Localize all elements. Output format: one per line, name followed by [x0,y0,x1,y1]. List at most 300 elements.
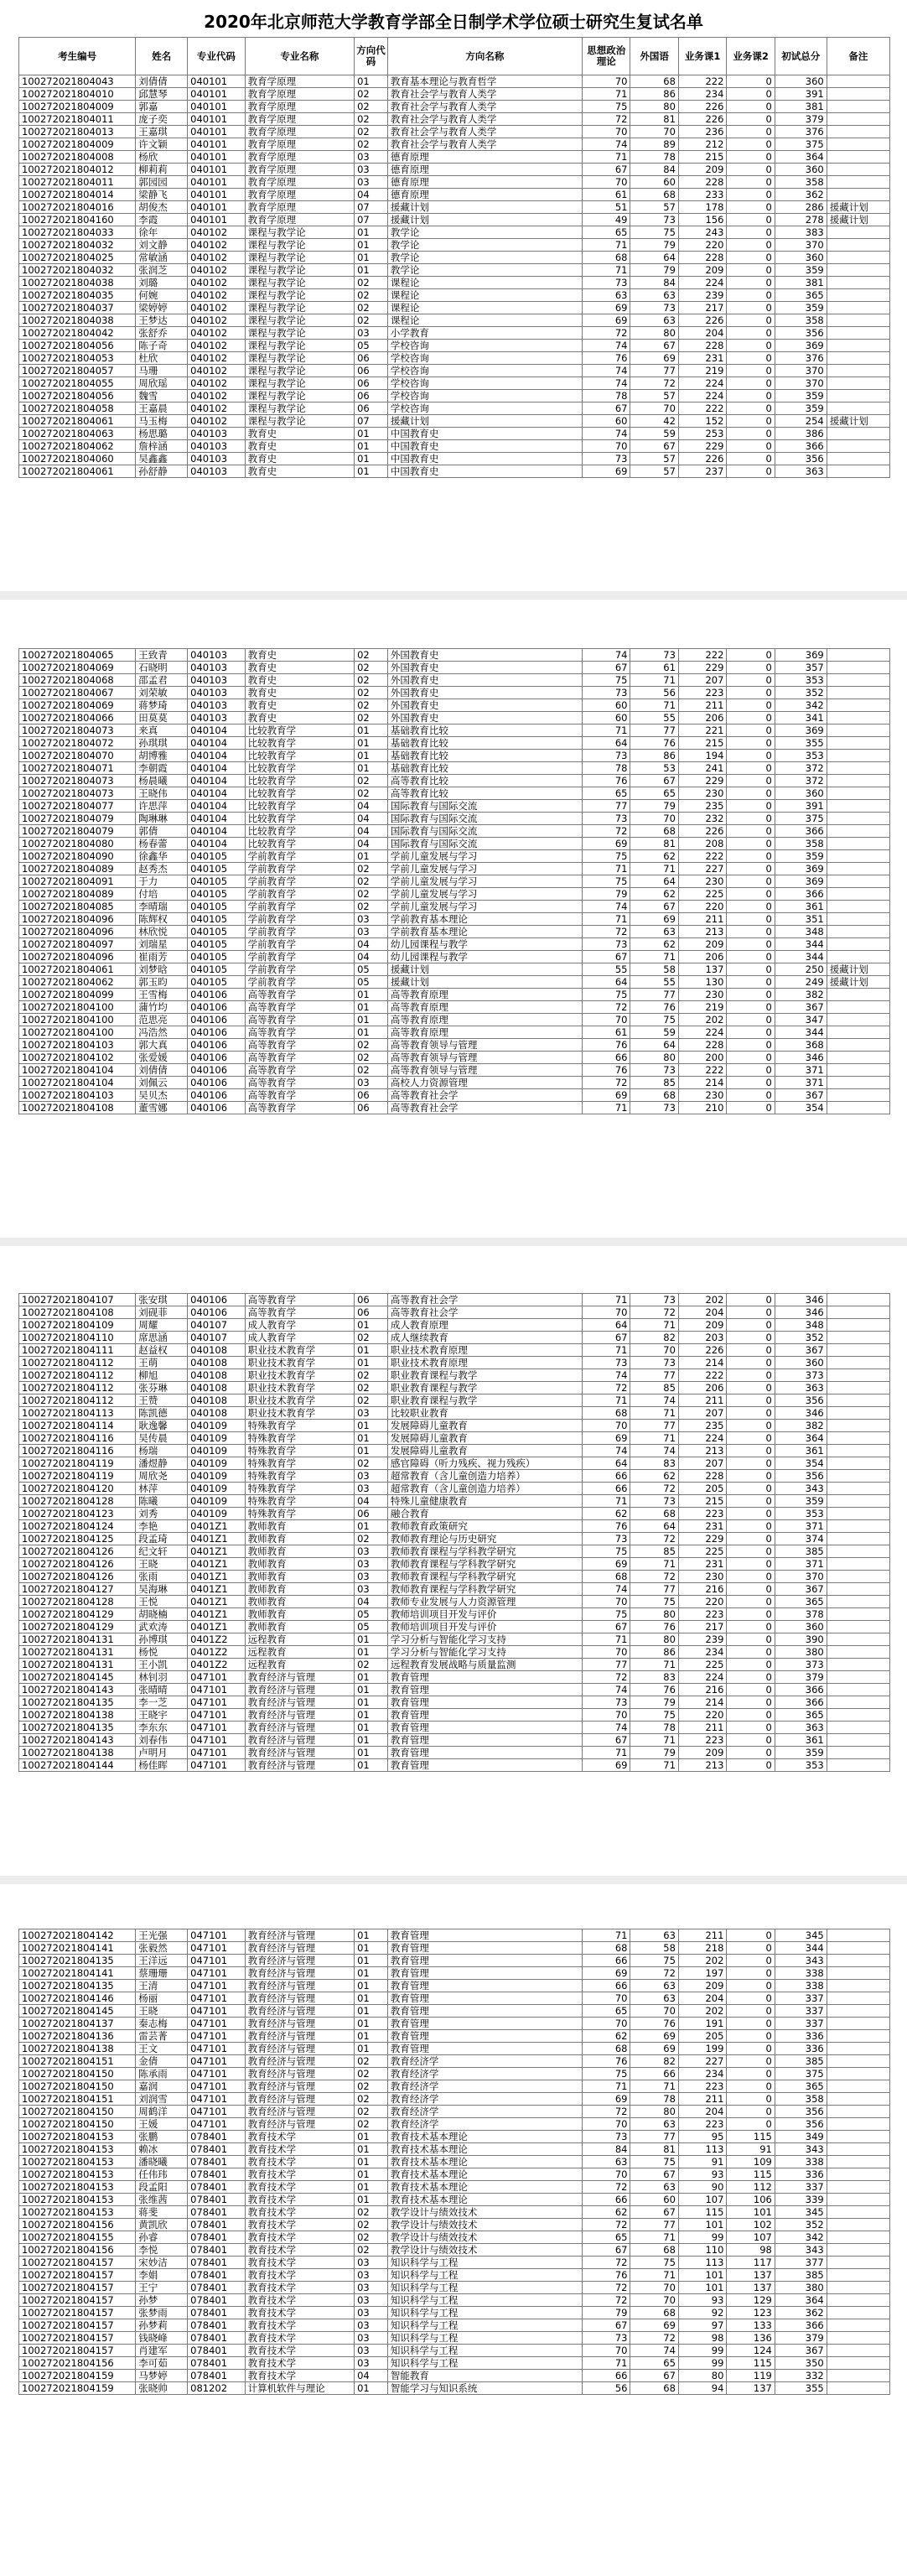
foreign-language-score-cell: 57 [630,465,678,478]
direction-code-cell: 02 [355,1457,388,1470]
name-cell: 王萌 [136,1357,188,1369]
name-cell: 陈承雨 [136,2068,188,2080]
table-row [19,189,890,201]
foreign-language-score-cell: 71 [630,674,678,687]
major-name-cell: 教师教育 [245,1558,354,1571]
candidate-id-cell: 100272021804127 [19,1583,136,1596]
major-code-cell: 047101 [188,1734,246,1747]
subject1-score-cell: 93 [678,2294,726,2307]
direction-name-cell: 学校咨询 [387,377,582,390]
direction-name-cell: 知识科学与工程 [387,2307,582,2319]
major-name-cell: 教育史 [245,465,354,478]
subject1-score-cell: 219 [678,365,726,377]
candidate-id-cell: 100272021804153 [19,2143,136,2156]
subject1-score-cell: 209 [678,1747,726,1759]
direction-code-cell: 03 [355,1077,388,1089]
subject1-score-cell: 216 [678,1684,726,1696]
direction-code-cell: 06 [355,402,388,415]
direction-name-cell: 知识科学与工程 [387,2294,582,2307]
major-name-cell: 职业技术教育学 [245,1357,354,1369]
subject1-score-cell: 231 [678,1520,726,1533]
total-score-cell: 354 [775,1102,827,1114]
direction-code-cell: 01 [355,1445,388,1457]
foreign-language-score-cell: 64 [630,1039,678,1052]
direction-name-cell: 高等教育比较 [387,775,582,787]
subject2-score-cell: 0 [727,440,775,453]
subject2-score-cell: 0 [727,813,775,825]
subject2-score-cell: 0 [727,687,775,699]
table-row [19,1432,890,1445]
major-name-cell: 职业技术教育学 [245,1382,354,1394]
major-name-cell: 教育技术学 [245,2282,354,2294]
major-code-cell: 040101 [188,214,246,226]
subject2-score-cell: 0 [727,2106,775,2118]
name-cell: 张维茜 [136,2194,188,2206]
direction-code-cell: 03 [355,2332,388,2345]
subject1-score-cell: 214 [678,1357,726,1369]
direction-code-cell: 01 [355,1955,388,1967]
major-code-cell: 078401 [188,2357,246,2370]
total-score-cell: 371 [775,1558,827,1571]
table-row [19,2282,890,2294]
table-row [19,2294,890,2307]
major-code-cell: 0401Z1 [188,1520,246,1533]
table-row [19,1942,890,1955]
total-score-cell: 362 [775,2307,827,2319]
direction-name-cell: 德育原理 [387,151,582,164]
remark-cell [827,1608,889,1621]
politics-score-cell: 69 [582,1089,630,1102]
name-cell: 刘秀 [136,1508,188,1520]
column-header-total-score: 初试总分 [775,38,827,75]
major-name-cell: 教育史 [245,699,354,712]
subject1-score-cell: 230 [678,989,726,1001]
table-row [19,1571,890,1583]
candidate-id-cell: 100272021804104 [19,1064,136,1077]
subject1-score-cell: 224 [678,390,726,402]
table-row [19,1420,890,1432]
major-name-cell: 比较教育学 [245,825,354,838]
major-code-cell: 040107 [188,1319,246,1332]
major-code-cell: 078401 [188,2231,246,2244]
candidate-id-cell: 100272021804016 [19,201,136,214]
major-code-cell: 078401 [188,2370,246,2382]
subject2-score-cell: 0 [727,1432,775,1445]
subject2-score-cell: 0 [727,762,775,775]
major-name-cell: 教育经济与管理 [245,2005,354,2018]
candidate-id-cell: 100272021804128 [19,1596,136,1608]
politics-score-cell: 73 [582,687,630,699]
direction-code-cell: 02 [355,674,388,687]
major-name-cell: 教育经济与管理 [245,1696,354,1709]
direction-name-cell: 小学教育 [387,327,582,340]
subject2-score-cell: 0 [727,1470,775,1483]
table-row [19,302,890,314]
remark-cell [827,75,889,88]
candidate-id-cell: 100272021804116 [19,1445,136,1457]
subject2-score-cell: 91 [727,2143,775,2156]
candidate-id-cell: 100272021804112 [19,1382,136,1394]
foreign-language-score-cell: 77 [630,1369,678,1382]
name-cell: 魏雪 [136,390,188,402]
subject2-score-cell: 0 [727,1344,775,1357]
politics-score-cell: 71 [582,2357,630,2370]
direction-name-cell: 教育基本理论与教育哲学 [387,75,582,88]
foreign-language-score-cell: 76 [630,1001,678,1014]
direction-name-cell: 教育管理 [387,1992,582,2005]
name-cell: 付培 [136,888,188,901]
table-row [19,2030,890,2043]
major-code-cell: 040104 [188,787,246,800]
direction-name-cell: 外国教育史 [387,687,582,699]
direction-code-cell: 01 [355,2194,388,2206]
major-code-cell: 040106 [188,1052,246,1064]
name-cell: 席思涵 [136,1332,188,1344]
table-row [19,2219,890,2231]
name-cell: 杨春蕾 [136,838,188,850]
name-cell: 钱晓峰 [136,2332,188,2345]
name-cell: 王晓 [136,2005,188,2018]
major-name-cell: 课程与教学论 [245,314,354,327]
table-row [19,2118,890,2131]
subject1-score-cell: 222 [678,649,726,662]
subject2-score-cell: 0 [727,1709,775,1722]
total-score-cell: 364 [775,2294,827,2307]
major-code-cell: 040103 [188,699,246,712]
major-name-cell: 教师教育 [245,1583,354,1596]
subject1-score-cell: 229 [678,662,726,674]
table-row [19,1759,890,1772]
major-code-cell: 078401 [188,2307,246,2319]
subject2-score-cell: 101 [727,2206,775,2219]
subject1-score-cell: 223 [678,2080,726,2093]
major-name-cell: 教育技术学 [245,2294,354,2307]
major-name-cell: 教育技术学 [245,2156,354,2168]
remark-cell [827,2068,889,2080]
major-code-cell: 040103 [188,662,246,674]
direction-name-cell: 高等教育领导与管理 [387,1064,582,1077]
major-name-cell: 职业技术教育学 [245,1344,354,1357]
subject1-score-cell: 206 [678,712,726,724]
major-code-cell: 040101 [188,164,246,176]
direction-code-cell: 01 [355,2131,388,2143]
candidate-id-cell: 100272021804091 [19,875,136,888]
remark-cell [827,1102,889,1114]
total-score-cell: 254 [775,415,827,428]
direction-code-cell: 02 [355,2206,388,2219]
name-cell: 王洋远 [136,1955,188,1967]
table-row [19,1470,890,1483]
name-cell: 王小凯 [136,1659,188,1671]
subject1-score-cell: 194 [678,750,726,762]
politics-score-cell: 73 [582,277,630,289]
total-score-cell: 356 [775,1470,827,1483]
name-cell: 冯浩然 [136,1026,188,1039]
total-score-cell: 359 [775,302,827,314]
total-score-cell: 356 [775,327,827,340]
major-code-cell: 078401 [188,2244,246,2257]
subject2-score-cell: 0 [727,138,775,151]
foreign-language-score-cell: 53 [630,762,678,775]
direction-code-cell: 06 [355,377,388,390]
major-name-cell: 教育学原理 [245,214,354,226]
name-cell: 崔雨芳 [136,951,188,963]
total-score-cell: 360 [775,75,827,88]
major-code-cell: 047101 [188,2005,246,2018]
remark-cell [827,252,889,264]
remark-cell [827,1633,889,1646]
subject2-score-cell: 98 [727,2244,775,2257]
candidate-id-cell: 100272021804080 [19,838,136,850]
foreign-language-score-cell: 71 [630,1319,678,1332]
total-score-cell: 250 [775,963,827,976]
name-cell: 刘佩云 [136,1077,188,1089]
major-name-cell: 高等教育学 [245,1052,354,1064]
subject2-score-cell: 0 [727,1445,775,1457]
foreign-language-score-cell: 71 [630,951,678,963]
major-name-cell: 课程与教学论 [245,289,354,302]
total-score-cell: 365 [775,1596,827,1608]
direction-code-cell: 01 [355,226,388,239]
politics-score-cell: 68 [582,252,630,264]
direction-name-cell: 超常教育（含儿童创造力培养） [387,1470,582,1483]
foreign-language-score-cell: 63 [630,926,678,938]
direction-code-cell: 01 [355,1722,388,1734]
name-cell: 段孟琦 [136,1533,188,1545]
subject1-score-cell: 206 [678,1382,726,1394]
candidate-id-cell: 100272021804138 [19,2043,136,2055]
remark-cell [827,1052,889,1064]
subject2-score-cell: 0 [727,277,775,289]
politics-score-cell: 64 [582,737,630,750]
major-name-cell: 教育技术学 [245,2319,354,2332]
major-name-cell: 远程教育 [245,1659,354,1671]
direction-name-cell: 外国教育史 [387,674,582,687]
name-cell: 王媛 [136,2118,188,2131]
major-name-cell: 教育学原理 [245,138,354,151]
table-row [19,2269,890,2282]
subject2-score-cell: 0 [727,176,775,189]
direction-code-cell: 01 [355,2005,388,2018]
remark-cell [827,1306,889,1319]
politics-score-cell: 67 [582,402,630,415]
table-row [19,1052,890,1064]
direction-code-cell: 01 [355,2018,388,2030]
direction-code-cell: 06 [355,1102,388,1114]
table-row [19,1382,890,1394]
major-code-cell: 040102 [188,352,246,365]
subject1-score-cell: 253 [678,428,726,440]
total-score-cell: 366 [775,1684,827,1696]
direction-name-cell: 发展障碍儿童教育 [387,1420,582,1432]
remark-cell: 援藏计划 [827,415,889,428]
remark-cell [827,1684,889,1696]
total-score-cell: 353 [775,1508,827,1520]
subject1-score-cell: 223 [678,1734,726,1747]
subject1-score-cell: 236 [678,126,726,138]
candidate-id-cell: 100272021804014 [19,189,136,201]
major-name-cell: 课程与教学论 [245,365,354,377]
candidate-id-cell: 100272021804079 [19,825,136,838]
table-row [19,1545,890,1558]
major-name-cell: 教育史 [245,674,354,687]
foreign-language-score-cell: 84 [630,277,678,289]
major-code-cell: 040101 [188,201,246,214]
candidate-id-cell: 100272021804124 [19,1520,136,1533]
table-row [19,699,890,712]
direction-code-cell: 02 [355,1052,388,1064]
candidate-id-cell: 100272021804010 [19,88,136,101]
direction-code-cell: 03 [355,913,388,926]
table-row [19,938,890,951]
politics-score-cell: 68 [582,1571,630,1583]
major-name-cell: 比较教育学 [245,800,354,813]
direction-code-cell: 01 [355,850,388,863]
major-code-cell: 040105 [188,938,246,951]
major-code-cell: 040101 [188,75,246,88]
table-row [19,762,890,775]
major-name-cell: 教育技术学 [245,2206,354,2219]
direction-code-cell: 02 [355,787,388,800]
remark-cell [827,1445,889,1457]
total-score-cell: 343 [775,1955,827,1967]
table-row [19,415,890,428]
candidate-id-cell: 100272021804032 [19,239,136,252]
candidate-id-cell: 100272021804150 [19,2080,136,2093]
table-row [19,1039,890,1052]
direction-code-cell: 01 [355,1980,388,1992]
direction-code-cell: 02 [355,1039,388,1052]
direction-code-cell: 01 [355,2181,388,2194]
page-title: 2020年北京师范大学教育学部全日制学术学位硕士研究生复试名单 [204,12,703,32]
candidate-id-cell: 100272021804073 [19,724,136,737]
direction-name-cell: 教师教育课程与学科教学研究 [387,1545,582,1558]
candidate-id-cell: 100272021804135 [19,1980,136,1992]
foreign-language-score-cell: 74 [630,1394,678,1407]
direction-code-cell: 02 [355,2055,388,2068]
name-cell: 邱慧琴 [136,88,188,101]
major-name-cell: 特殊教育学 [245,1420,354,1432]
major-code-cell: 047101 [188,1684,246,1696]
direction-name-cell: 学校咨询 [387,390,582,402]
name-cell: 胡博雅 [136,750,188,762]
foreign-language-score-cell: 77 [630,1583,678,1596]
direction-code-cell: 01 [355,2168,388,2181]
name-cell: 马玉梅 [136,415,188,428]
remark-cell [827,2282,889,2294]
major-code-cell: 078401 [188,2181,246,2194]
candidate-id-cell: 100272021804141 [19,1942,136,1955]
politics-score-cell: 69 [582,838,630,850]
politics-score-cell: 71 [582,1344,630,1357]
foreign-language-score-cell: 80 [630,1633,678,1646]
subject1-score-cell: 216 [678,1583,726,1596]
major-code-cell: 047101 [188,2055,246,2068]
politics-score-cell: 66 [582,2194,630,2206]
politics-score-cell: 70 [582,2018,630,2030]
major-code-cell: 040105 [188,888,246,901]
politics-score-cell: 72 [582,2219,630,2231]
direction-name-cell: 教育管理 [387,1942,582,1955]
major-code-cell: 040108 [188,1344,246,1357]
foreign-language-score-cell: 85 [630,1382,678,1394]
foreign-language-score-cell: 82 [630,2055,678,2068]
major-code-cell: 040105 [188,863,246,875]
foreign-language-score-cell: 67 [630,901,678,913]
direction-name-cell: 知识科学与工程 [387,2345,582,2357]
name-cell: 张鹏 [136,2131,188,2143]
candidate-id-cell: 100272021804129 [19,1621,136,1633]
subject1-score-cell: 223 [678,1508,726,1520]
candidate-id-cell: 100272021804157 [19,2282,136,2294]
major-code-cell: 047101 [188,1967,246,1980]
name-cell: 王清 [136,1980,188,1992]
major-name-cell: 职业技术教育学 [245,1394,354,1407]
remark-cell [827,699,889,712]
candidate-id-cell: 100272021804011 [19,176,136,189]
table-row [19,1734,890,1747]
candidate-id-cell: 100272021804153 [19,2206,136,2219]
name-cell: 孙琪琪 [136,737,188,750]
subject1-score-cell: 215 [678,151,726,164]
subject2-score-cell: 0 [727,1332,775,1344]
total-score-cell: 346 [775,1052,827,1064]
name-cell: 肖建军 [136,2345,188,2357]
table-row [19,649,890,662]
remark-cell [827,2319,889,2332]
subject2-score-cell: 0 [727,787,775,800]
direction-code-cell: 01 [355,1929,388,1942]
candidate-id-cell: 100272021804068 [19,674,136,687]
major-code-cell: 078401 [188,2219,246,2231]
direction-name-cell: 教育管理 [387,2043,582,2055]
subject1-score-cell: 220 [678,1709,726,1722]
direction-code-cell: 02 [355,875,388,888]
major-name-cell: 教育学原理 [245,113,354,126]
table-row [19,465,890,478]
candidate-id-cell: 100272021804145 [19,1671,136,1684]
direction-code-cell: 03 [355,2269,388,2282]
remark-cell [827,1357,889,1369]
foreign-language-score-cell: 62 [630,1470,678,1483]
major-code-cell: 078401 [188,2269,246,2282]
major-code-cell: 040109 [188,1508,246,1520]
table-row [19,951,890,963]
total-score-cell: 355 [775,2382,827,2395]
subject1-score-cell: 228 [678,252,726,264]
major-code-cell: 040109 [188,1420,246,1432]
table-row [19,2345,890,2357]
name-cell: 李晴瑞 [136,901,188,913]
major-code-cell: 040101 [188,176,246,189]
name-cell: 董雪娜 [136,1102,188,1114]
candidate-id-cell: 100272021804065 [19,649,136,662]
direction-code-cell: 07 [355,201,388,214]
subject2-score-cell: 0 [727,1980,775,1992]
subject2-score-cell: 0 [727,1621,775,1633]
foreign-language-score-cell: 85 [630,1077,678,1089]
total-score-cell: 348 [775,1319,827,1332]
subject1-score-cell: 223 [678,1608,726,1621]
foreign-language-score-cell: 71 [630,1734,678,1747]
direction-code-cell: 01 [355,1696,388,1709]
direction-name-cell: 教育管理 [387,1696,582,1709]
major-code-cell: 040109 [188,1495,246,1508]
name-cell: 陈辉权 [136,913,188,926]
candidate-id-cell: 100272021804153 [19,2156,136,2168]
subject2-score-cell: 0 [727,1064,775,1077]
foreign-language-score-cell: 76 [630,1684,678,1696]
